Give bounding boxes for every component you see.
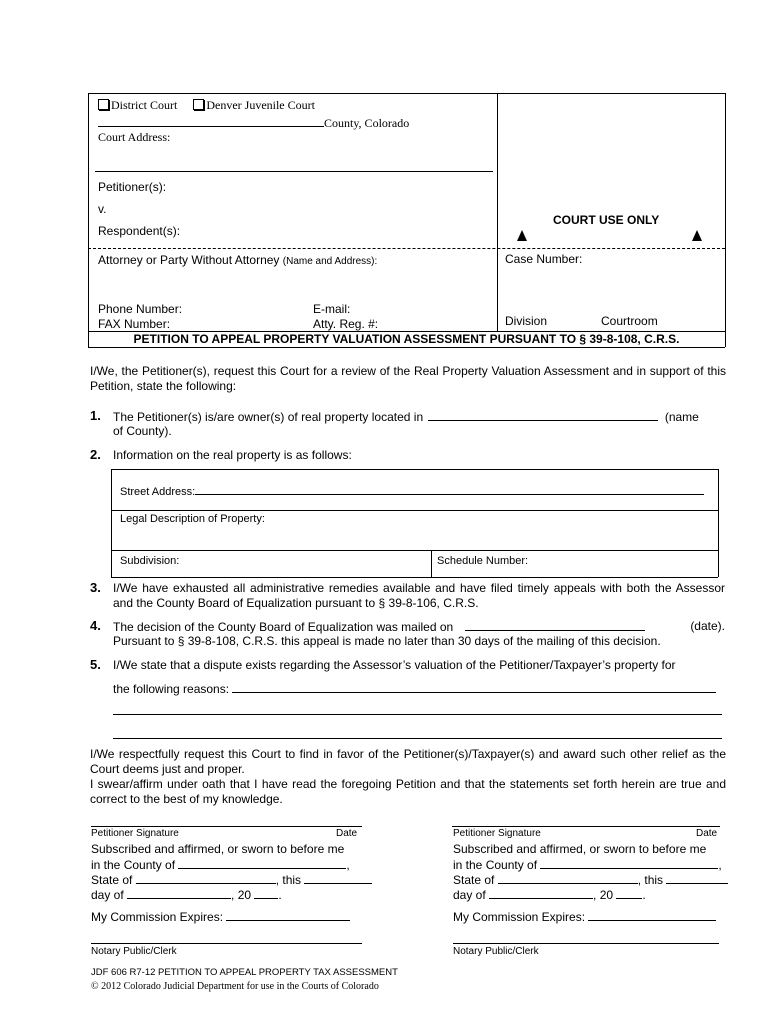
district-court-label: District Court [111, 98, 178, 112]
respondents-label: Respondent(s): [98, 224, 181, 238]
state-of-row [91, 872, 372, 887]
this-label: , this [275, 873, 302, 887]
notary-state-blank[interactable] [136, 872, 276, 884]
street-address-label: Street Address: [120, 486, 196, 498]
schedule-number-label: Schedule Number: [437, 555, 529, 567]
courtroom-label: Courtroom [601, 314, 658, 328]
date-label: Date [696, 828, 718, 839]
reasons-blank-1[interactable] [232, 681, 716, 693]
legal-description-label: Legal Description of Property: [120, 513, 265, 525]
notary-label: Notary Public/Clerk [453, 946, 539, 957]
denver-juvenile-checkbox[interactable] [193, 99, 204, 110]
reasons-label: the following reasons: [113, 682, 230, 696]
item-4-number: 4. [90, 618, 101, 633]
notary-label: Notary Public/Clerk [91, 946, 177, 957]
item-2-number: 2. [90, 447, 101, 462]
signature-line-right[interactable] [452, 826, 720, 827]
copyright: © 2012 Colorado Judicial Department for use in the Courts of Colorado [91, 981, 379, 992]
notary-county-blank[interactable] [540, 857, 718, 869]
notary-month-blank[interactable] [489, 887, 593, 899]
petitioners-label: Petitioner(s): [98, 180, 167, 194]
court-address-label: Court Address: [98, 130, 171, 144]
attorney-label [98, 253, 377, 267]
fax-label: FAX Number: [98, 317, 171, 331]
county-of-row: in the County of , [453, 858, 722, 872]
request-paragraph: I/We respectfully request this Court to find in favor of the Petitioner(s)/Taxpayer(s) and award such other relief as the Court deems just and proper. [90, 747, 726, 776]
form-id: JDF 606 R7-12 PETITION TO APPEAL PROPERTY TAX ASSESSMENT [91, 967, 398, 978]
triangle-right-icon [692, 230, 702, 241]
notary-month-blank[interactable] [127, 887, 231, 899]
reasons-blank-2[interactable] [113, 714, 722, 715]
county-of-row: in the County of , [91, 858, 350, 872]
item-1-line [113, 409, 699, 424]
item-4-line [113, 619, 725, 634]
county-row [98, 115, 409, 131]
oath-paragraph: I swear/affirm under oath that I have read the foregoing Petition and that the statements set forth herein are true and correct to the best of my knowledge. [90, 777, 726, 806]
attorney-label-text: Attorney or Party Without Attorney [98, 253, 280, 267]
item-5-text: I/We state that a dispute exists regarding the Assessor’s valuation of the Petitioner/Taxpayer’s property for [113, 658, 676, 672]
street-address-blank[interactable] [195, 484, 704, 495]
notary-day-blank[interactable] [304, 872, 372, 884]
commission-blank[interactable] [226, 909, 350, 921]
item-2-text: Information on the real property is as follows: [113, 448, 352, 462]
atty-reg-label: Atty. Reg. #: [313, 317, 379, 331]
item-5-reasons-row [113, 681, 716, 696]
commission-label: My Commission Expires: [91, 910, 224, 924]
phone-label: Phone Number: [98, 302, 183, 316]
day-of-row: day of , 20 . [453, 888, 646, 902]
subdivision-label: Subdivision: [120, 555, 180, 567]
attorney-sub-label: (Name and Address): [282, 256, 378, 267]
county-label: County, Colorado [324, 116, 410, 130]
notary-signature-line[interactable] [91, 943, 362, 944]
item-1-number: 1. [90, 408, 101, 423]
item-1-name-label: (name [664, 410, 699, 424]
notary-day-blank[interactable] [666, 872, 728, 884]
page-title: PETITION TO APPEAL PROPERTY VALUATION ASSESSMENT PURSUANT TO § 39-8-108, C.R.S. [133, 332, 680, 346]
item-3-text: I/We have exhausted all administrative remedies available and have filed timely appeals with both the Assessor and the County Board of Equalization pursuant to § 39-8-106, C.R.S. [113, 581, 725, 610]
state-of-label: State of [91, 873, 133, 887]
division-label: Division [505, 314, 548, 328]
email-label: E-mail: [313, 302, 351, 316]
notary-year-blank[interactable] [616, 887, 642, 899]
item-4-subtext: Pursuant to § 39-8-108, C.R.S. this appeal is made no later than 30 days of the mailing of this decision. [113, 634, 661, 648]
notary-signature-line[interactable] [453, 943, 719, 944]
county-blank[interactable] [98, 115, 324, 127]
street-address-row [120, 484, 704, 498]
petitioner-signature-label: Petitioner Signature [453, 828, 541, 839]
reasons-blank-3[interactable] [113, 738, 722, 739]
item-5-number: 5. [90, 657, 101, 672]
district-court-checkbox[interactable] [98, 99, 109, 110]
item-3-number: 3. [90, 580, 101, 595]
item-1-county-label: of County). [113, 424, 172, 438]
commission-row [453, 909, 716, 924]
court-type-row [98, 98, 315, 113]
date-label: Date [336, 828, 358, 839]
this-label: , this [637, 873, 664, 887]
year-label: , 20 [593, 888, 614, 902]
denver-juvenile-label: Denver Juvenile Court [206, 98, 315, 112]
county-of-label: in the County of [453, 858, 538, 872]
notary-year-blank[interactable] [254, 887, 278, 899]
court-address-line[interactable] [95, 171, 493, 172]
item-4-date-label: (date). [690, 619, 725, 633]
petitioner-signature-label: Petitioner Signature [91, 828, 179, 839]
commission-label: My Commission Expires: [453, 910, 586, 924]
versus-label: v. [98, 202, 107, 216]
court-use-only: COURT USE ONLY [553, 213, 660, 227]
year-label: , 20 [231, 888, 252, 902]
case-number-label: Case Number: [505, 252, 583, 266]
mailed-date-blank[interactable] [465, 619, 645, 631]
subscribed-text: Subscribed and affirmed, or sworn to before me [453, 842, 707, 856]
item-1-text: The Petitioner(s) is/are owner(s) of real property located in [113, 410, 424, 424]
subscribed-text: Subscribed and affirmed, or sworn to before me [91, 842, 345, 856]
item-4-text: The decision of the County Board of Equalization was mailed on [113, 620, 454, 634]
triangle-left-icon [517, 230, 527, 241]
state-of-label: State of [453, 873, 495, 887]
notary-county-blank[interactable] [178, 857, 346, 869]
intro-paragraph: I/We, the Petitioner(s), request this Court for a review of the Real Property Valuation Assessment and in support of this Petition, state the following: [90, 364, 726, 393]
county-name-blank[interactable] [428, 409, 658, 421]
commission-row [91, 909, 350, 924]
county-of-label: in the County of [91, 858, 176, 872]
notary-state-blank[interactable] [498, 872, 638, 884]
day-of-label: day of [453, 888, 486, 902]
day-of-label: day of [91, 888, 124, 902]
day-of-row: day of , 20 . [91, 888, 282, 902]
signature-line-left[interactable] [91, 826, 362, 827]
commission-blank[interactable] [588, 909, 716, 921]
state-of-row [453, 872, 728, 887]
